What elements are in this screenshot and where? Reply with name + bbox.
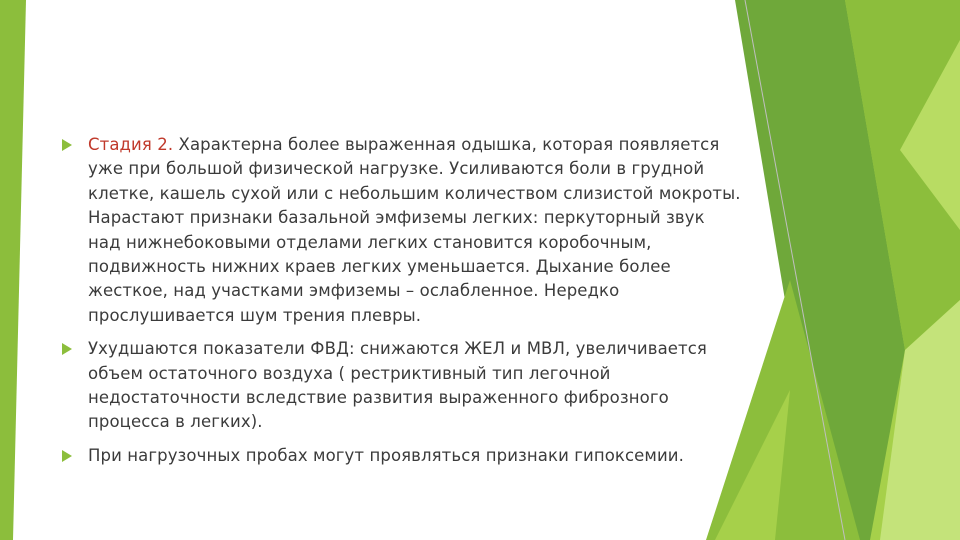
stage-description: Характерна более выраженная одышка, которая появляется уже при большой физической нагрузке. Усиливаются боли в грудной клетке, кашель сухой или с небольшим количеством слизистой мокроты. Нарастают признаки базальной эмфиземы легких: перкуторный звук над нижнебоковыми отделами легких становится коробочным, подвижность нижних краев легких уменьшается. Дыхание более жесткое, над участками эмфиземы – ослабленное. Нередко прослушивается шум трения плевры. xyxy=(88,135,741,325)
triangle-right-icon xyxy=(62,450,72,462)
left-green-strip xyxy=(0,0,26,540)
bullet-text xyxy=(88,133,742,328)
bullet-item-2 xyxy=(62,337,742,435)
triangle-right-icon xyxy=(62,343,72,355)
slide-content xyxy=(62,133,742,477)
bullet-text: При нагрузочных пробах могут проявляться признаки гипоксемии. xyxy=(88,445,684,465)
bullet-text: Ухудшаются показатели ФВД: снижаются ЖЕЛ и МВЛ, увеличивается объем остаточного воздуха ( рестриктивный тип легочной недостаточности вследствие развития выраженного фиброзного процесса в легких). xyxy=(88,339,707,432)
bullet-item-3 xyxy=(62,444,742,468)
stage-label: Стадия 2. xyxy=(88,135,174,154)
triangle-right-icon xyxy=(62,139,72,151)
bullet-item-1 xyxy=(62,133,742,328)
